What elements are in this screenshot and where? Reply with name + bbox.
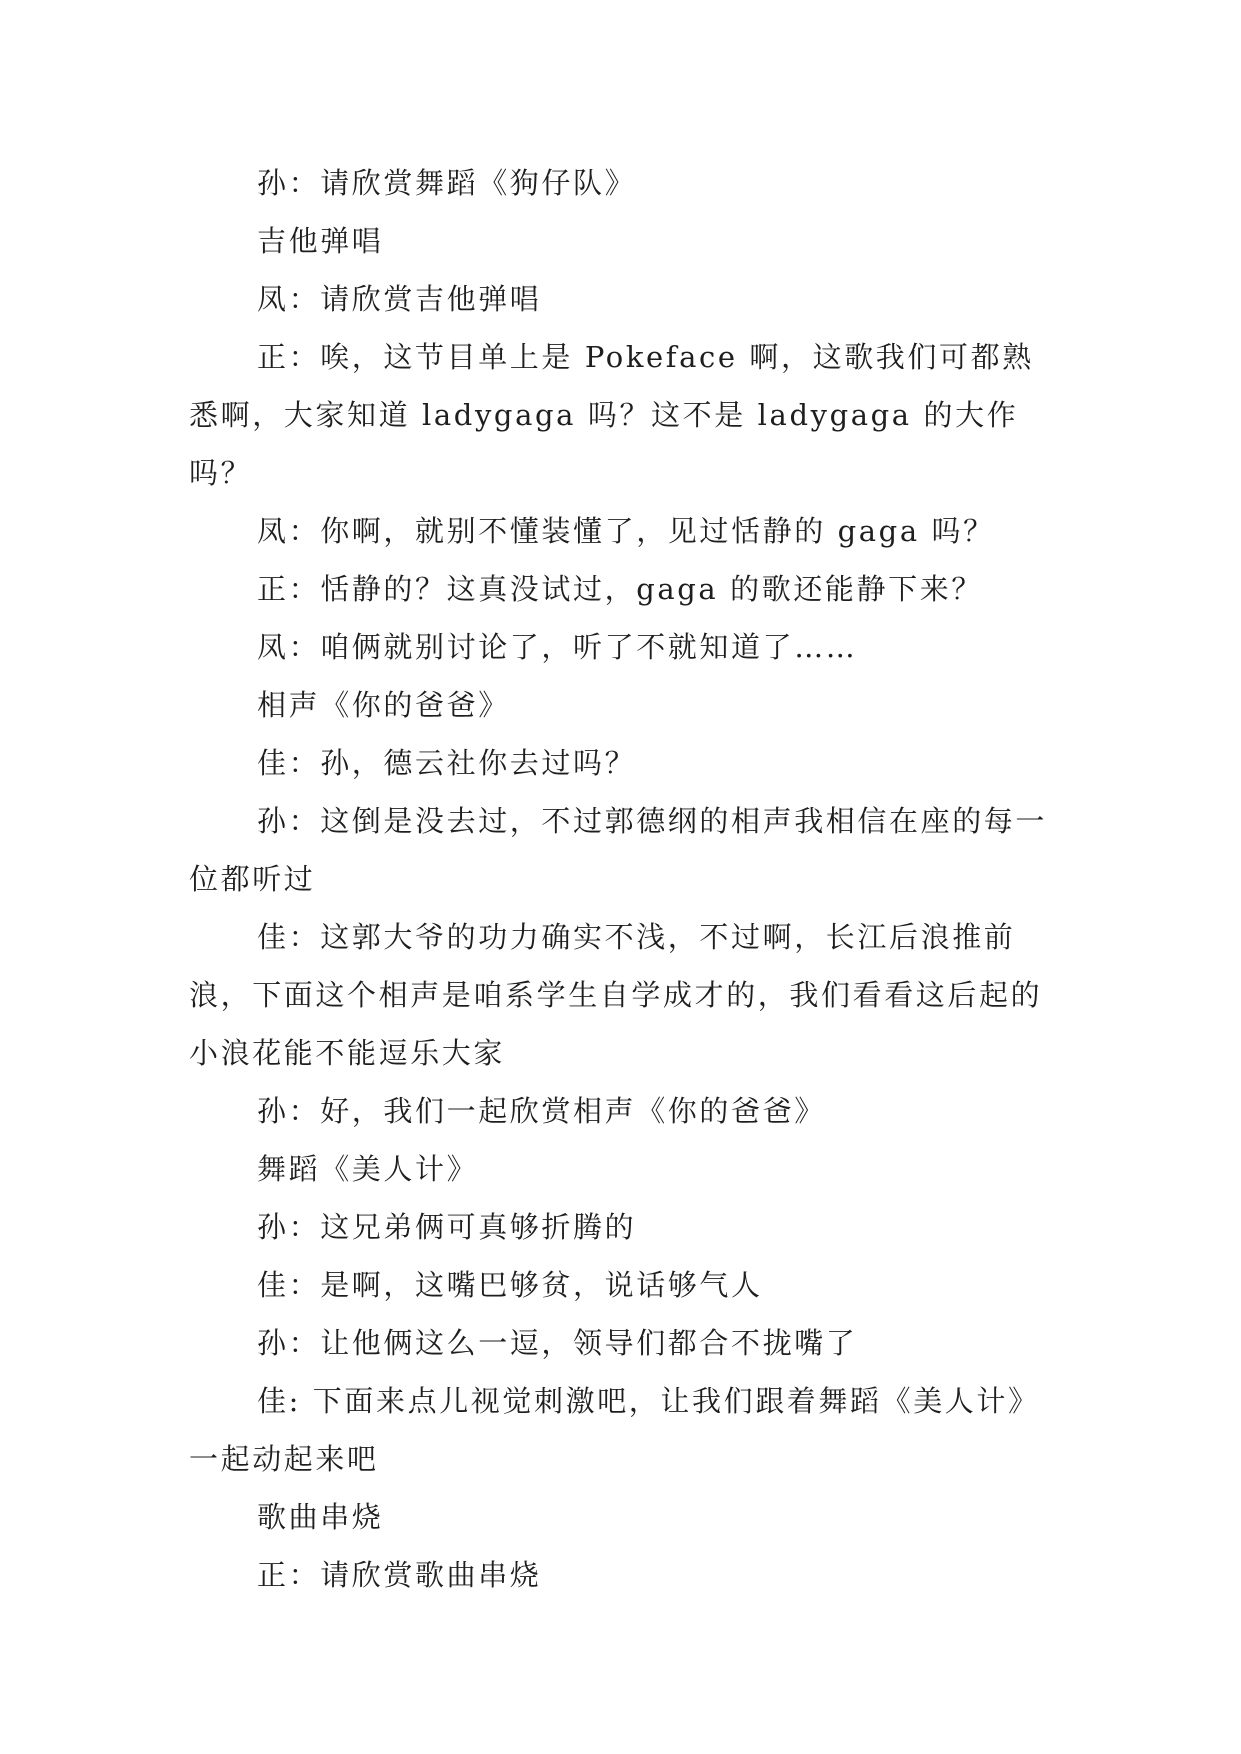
paragraph: 孙：这兄弟俩可真够折腾的	[257, 1210, 637, 1244]
section-heading: 相声《你的爸爸》	[257, 688, 510, 722]
paragraph: 佳：孙，德云社你去过吗？	[257, 746, 637, 780]
document-body	[189, 154, 1059, 1604]
section-heading: 歌曲串烧	[257, 1500, 384, 1534]
section-heading: 舞蹈《美人计》	[257, 1152, 479, 1186]
paragraph: 孙：请欣赏舞蹈《狗仔队》	[257, 166, 637, 200]
paragraph: 凤：你啊，就别不懂装懂了，见过恬静的 gaga 吗？	[257, 514, 995, 548]
paragraph: 正：恬静的？这真没试过，gaga 的歌还能静下来？	[257, 572, 983, 606]
paragraph: 孙：这倒是没去过，不过郭德纲的相声我相信在座的每一位都听过	[189, 804, 1048, 896]
paragraph: 正：唉，这节目单上是 Pokeface 啊，这歌我们可都熟悉啊，大家知道 ladygaga 吗？这不是 ladygaga 的大作吗？	[189, 340, 1034, 490]
paragraph: 佳：这郭大爷的功力确实不浅，不过啊，长江后浪推前浪，下面这个相声是咱系学生自学成才的，我们看看这后起的小浪花能不能逗乐大家	[189, 920, 1043, 1070]
paragraph: 佳：是啊，这嘴巴够贫，说话够气人	[257, 1268, 763, 1302]
paragraph: 佳: 下面来点儿视觉刺激吧，让我们跟着舞蹈《美人计》一起动起来吧	[189, 1384, 1040, 1476]
section-heading: 吉他弹唱	[257, 224, 384, 258]
paragraph: 凤：咱俩就别讨论了，听了不就知道了……	[257, 630, 858, 664]
paragraph: 孙：让他俩这么一逗，领导们都合不拢嘴了	[257, 1326, 858, 1360]
paragraph: 凤：请欣赏吉他弹唱	[257, 282, 542, 316]
paragraph: 孙：好，我们一起欣赏相声《你的爸爸》	[257, 1094, 826, 1128]
paragraph: 正：请欣赏歌曲串烧	[257, 1558, 542, 1592]
